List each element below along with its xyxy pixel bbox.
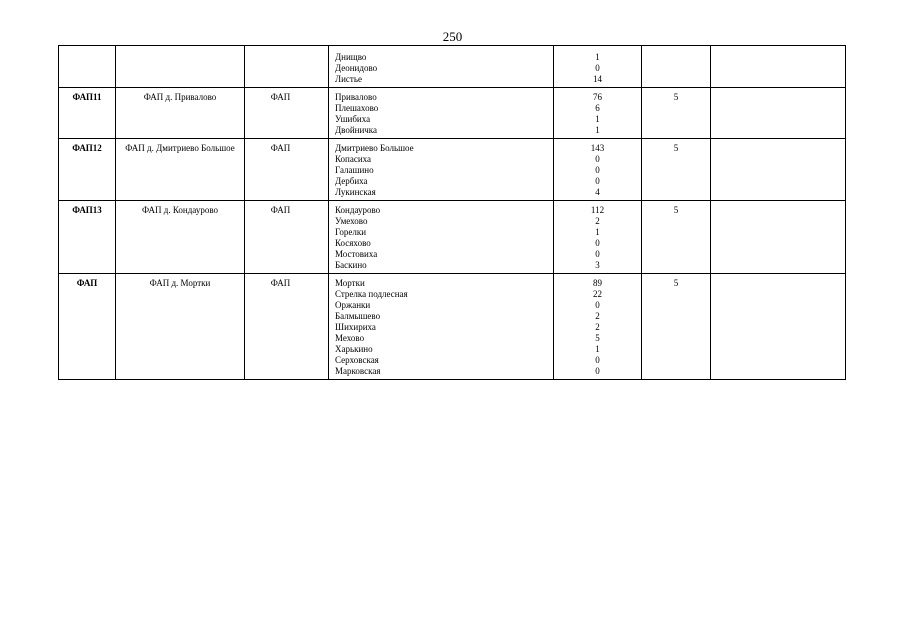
distance-cell <box>642 46 711 88</box>
table-row <box>59 88 846 139</box>
notes-cell <box>711 274 846 380</box>
village-name: Шихириха <box>335 322 376 332</box>
table-row <box>59 274 846 380</box>
page-number: 250 <box>442 29 463 44</box>
population-cell <box>554 46 642 88</box>
population-value: 0 <box>595 355 600 365</box>
fap-type-cell: ФАП <box>245 88 329 139</box>
village-name: Харькино <box>335 344 373 354</box>
fap-code-cell: ФАП12 <box>59 139 116 201</box>
population-value: 5 <box>595 333 600 343</box>
population-value: 1 <box>595 125 600 135</box>
fap-table <box>58 45 846 380</box>
distance-cell: 5 <box>642 274 711 380</box>
fap-name-cell <box>116 274 245 380</box>
population-value: 112 <box>590 205 605 215</box>
village-name: Дербиха <box>335 176 368 186</box>
fap-name: ФАП д. Кондаурово <box>141 205 219 215</box>
fap-name: ФАП д. Привалово <box>143 92 217 102</box>
village-name: Листье <box>335 74 362 84</box>
population-cell <box>554 201 642 274</box>
population-value: 2 <box>595 322 600 332</box>
distance-cell: 5 <box>642 88 711 139</box>
population-value: 0 <box>595 63 600 73</box>
villages-cell <box>329 201 554 274</box>
village-name: Дмитриево Большое <box>335 143 414 153</box>
fap-code-cell <box>59 46 116 88</box>
table-row <box>59 139 846 201</box>
village-name: Стрелка подлесная <box>335 289 408 299</box>
villages-cell <box>329 88 554 139</box>
village-name: Плешахово <box>335 103 379 113</box>
village-name: Ушибиха <box>335 114 371 124</box>
village-name: Мехово <box>335 333 365 343</box>
table-row <box>59 46 846 88</box>
population-value: 0 <box>595 154 600 164</box>
population-value: 3 <box>595 260 600 270</box>
village-name: Галашино <box>335 165 374 175</box>
population-value: 89 <box>593 278 602 288</box>
population-value: 0 <box>595 249 600 259</box>
population-value: 1 <box>595 344 600 354</box>
population-value: 1 <box>595 52 600 62</box>
fap-name-cell <box>116 88 245 139</box>
village-name: Привалово <box>335 92 377 102</box>
village-name: Марковская <box>335 366 381 376</box>
fap-code-cell: ФАП13 <box>59 201 116 274</box>
village-name: Балмышево <box>335 311 381 321</box>
village-name: Умехово <box>335 216 368 226</box>
village-name: Деонидово <box>335 63 378 73</box>
fap-type-cell: ФАП <box>245 201 329 274</box>
village-name: Косяхово <box>335 238 371 248</box>
notes-cell <box>711 46 846 88</box>
population-cell <box>554 274 642 380</box>
fap-name: ФАП д. Дмитриево Большое <box>125 143 235 153</box>
population-value: 4 <box>595 187 600 197</box>
village-name: Лукинская <box>335 187 376 197</box>
villages-cell <box>329 46 554 88</box>
distance-cell: 5 <box>642 139 711 201</box>
notes-cell <box>711 88 846 139</box>
fap-type-cell: ФАП <box>245 274 329 380</box>
village-name: Оржанки <box>335 300 371 310</box>
village-name: Мостовиха <box>335 249 378 259</box>
fap-type-cell: ФАП <box>245 139 329 201</box>
population-value: 143 <box>590 143 605 153</box>
fap-name-cell <box>116 201 245 274</box>
village-name: Днищво <box>335 52 367 62</box>
population-value: 14 <box>593 74 602 84</box>
population-value: 0 <box>595 238 600 248</box>
population-value: 0 <box>595 176 600 186</box>
population-value: 76 <box>593 92 602 102</box>
fap-code-cell: ФАП11 <box>59 88 116 139</box>
notes-cell <box>711 139 846 201</box>
village-name: Копасиха <box>335 154 372 164</box>
population-value: 2 <box>595 311 600 321</box>
fap-type-cell <box>245 46 329 88</box>
notes-cell <box>711 201 846 274</box>
villages-cell <box>329 274 554 380</box>
village-name: Мортки <box>335 278 365 288</box>
population-value: 0 <box>595 165 600 175</box>
village-name: Горелки <box>335 227 367 237</box>
population-value: 1 <box>595 114 600 124</box>
population-value: 2 <box>595 216 600 226</box>
table-row <box>59 201 846 274</box>
village-name: Баскино <box>335 260 367 270</box>
fap-code-cell: ФАП <box>59 274 116 380</box>
population-cell <box>554 139 642 201</box>
villages-cell <box>329 139 554 201</box>
village-name: Кондаурово <box>335 205 381 215</box>
fap-name-cell <box>116 139 245 201</box>
distance-cell: 5 <box>642 201 711 274</box>
population-value: 22 <box>593 289 602 299</box>
population-cell <box>554 88 642 139</box>
population-value: 0 <box>595 366 600 376</box>
population-value: 1 <box>595 227 600 237</box>
fap-name-cell <box>116 46 245 88</box>
population-value: 0 <box>595 300 600 310</box>
village-name: Серховская <box>335 355 379 365</box>
population-value: 6 <box>595 103 600 113</box>
fap-name: ФАП д. Мортки <box>149 278 211 288</box>
village-name: Двойничка <box>335 125 378 135</box>
